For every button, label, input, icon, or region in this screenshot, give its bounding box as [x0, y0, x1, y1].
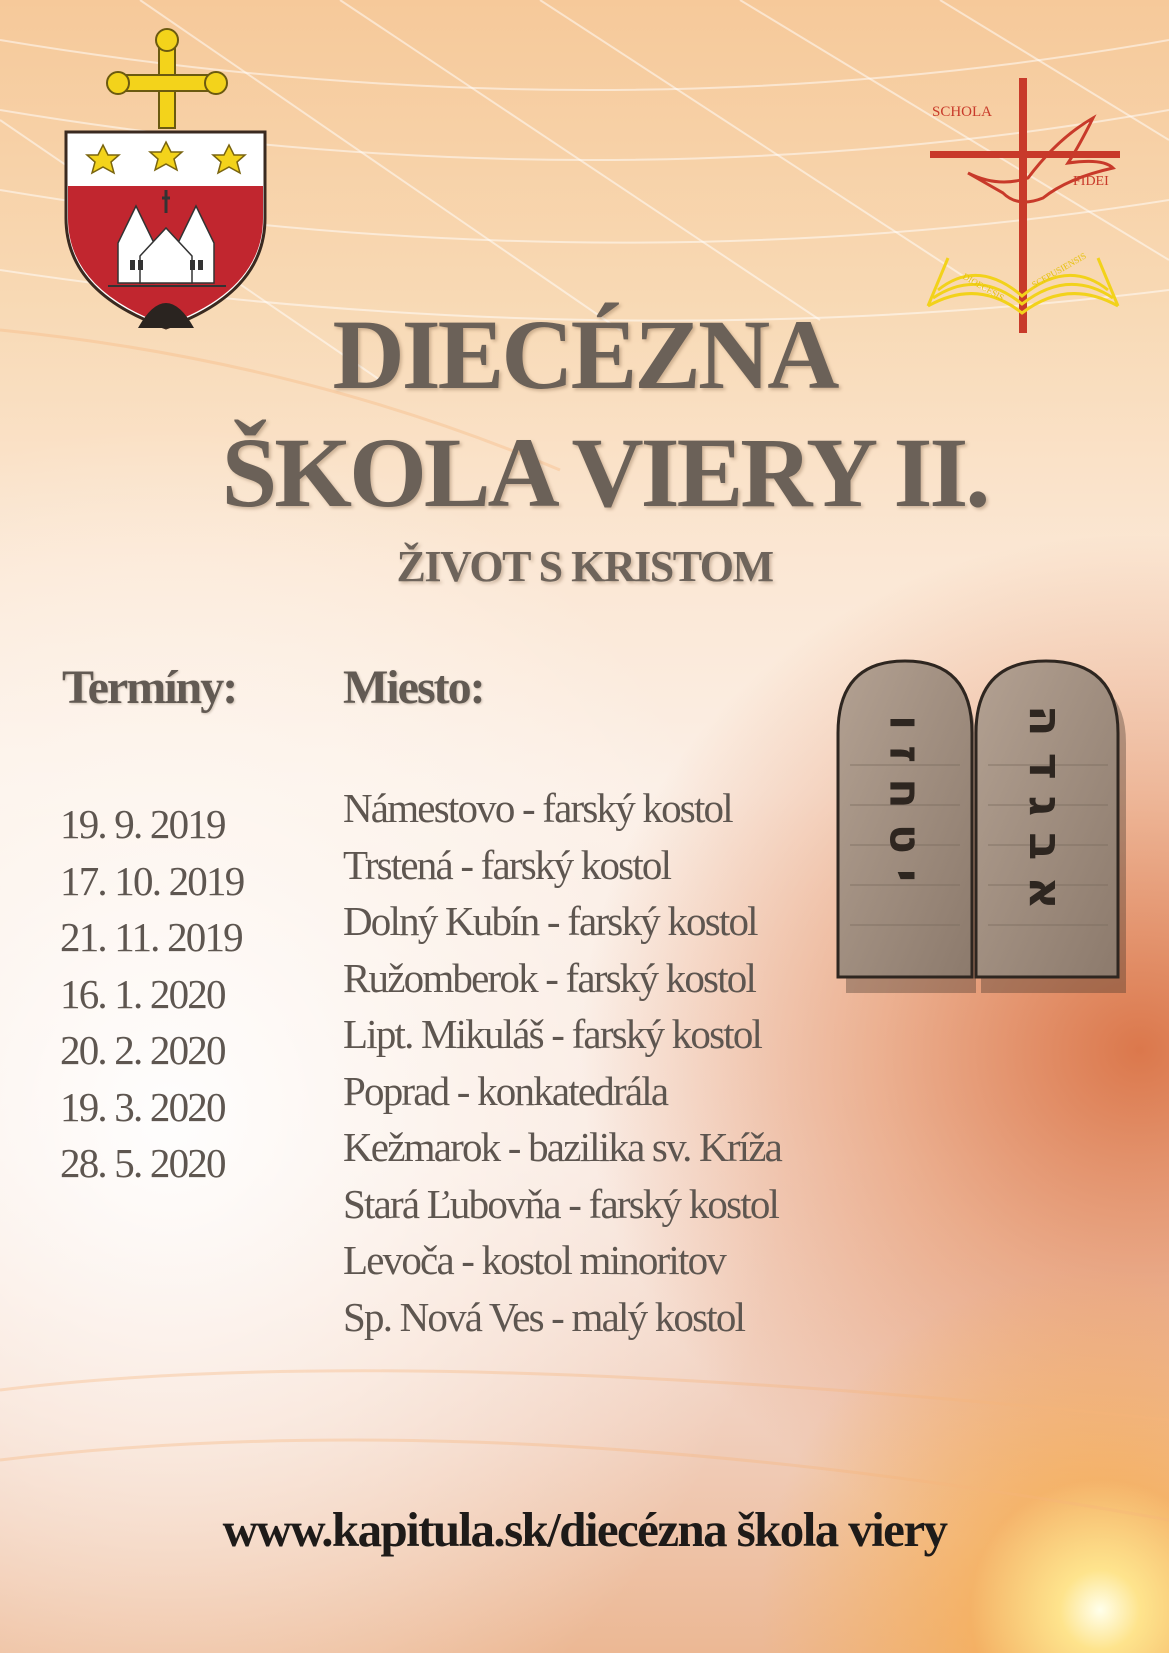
place-item: Stará Ľubovňa - farský kostol: [343, 1180, 779, 1227]
left-tablet-letters: י ט ח ז ו: [879, 715, 931, 883]
date-item: 21. 11. 2019: [60, 914, 242, 960]
places-list: [343, 780, 781, 1345]
dioecesis-text: DIOECESIS: [961, 271, 1006, 303]
fidei-text: FIDEI: [1073, 174, 1109, 189]
date-item: 19. 9. 2019: [60, 801, 225, 847]
date-item: 19. 3. 2020: [60, 1083, 225, 1130]
coat-of-arms-icon: [58, 28, 273, 338]
title-line-2: ŠKOLA VIERY II.: [221, 417, 988, 528]
right-tablet-letters: א ב ג ד ה: [1019, 705, 1073, 910]
place-item: Lipt. Mikuláš - farský kostol: [343, 1011, 762, 1057]
places-heading: Miesto:: [343, 661, 484, 714]
date-item: 17. 10. 2019: [60, 857, 244, 904]
place-item: Dolný Kubín - farský kostol: [343, 898, 757, 944]
dates-heading: Termíny:: [62, 661, 237, 714]
scepusiensis-text: SCEPUSIENSIS: [1030, 250, 1088, 290]
place-item: Kežmarok - bazilika sv. Kríža: [343, 1124, 782, 1170]
place-item: Levoča - kostol minoritov: [343, 1237, 725, 1283]
ten-commandments-tablets-icon: [830, 655, 1150, 1005]
place-item: Trstená - farský kostol: [343, 841, 671, 888]
date-item: 28. 5. 2020: [60, 1140, 225, 1186]
place-item: Sp. Nová Ves - malý kostol: [343, 1293, 745, 1340]
subtitle: ŽIVOT S KRISTOM: [396, 542, 773, 591]
schola-fidei-logo-icon: [918, 78, 1133, 338]
date-item: 20. 2. 2020: [60, 1027, 225, 1073]
place-item: Námestovo - farský kostol: [343, 785, 732, 831]
schola-text: SCHOLA: [932, 104, 993, 120]
date-item: 16. 1. 2020: [60, 970, 225, 1017]
place-item: Ružomberok - farský kostol: [343, 954, 756, 1001]
place-item: Poprad - konkatedrála: [343, 1067, 668, 1114]
website-url: www.kapitula.sk/diecézna škola viery: [222, 1502, 947, 1557]
dates-list: [60, 796, 243, 1192]
title-line-1: DIECÉZNA: [332, 299, 837, 410]
